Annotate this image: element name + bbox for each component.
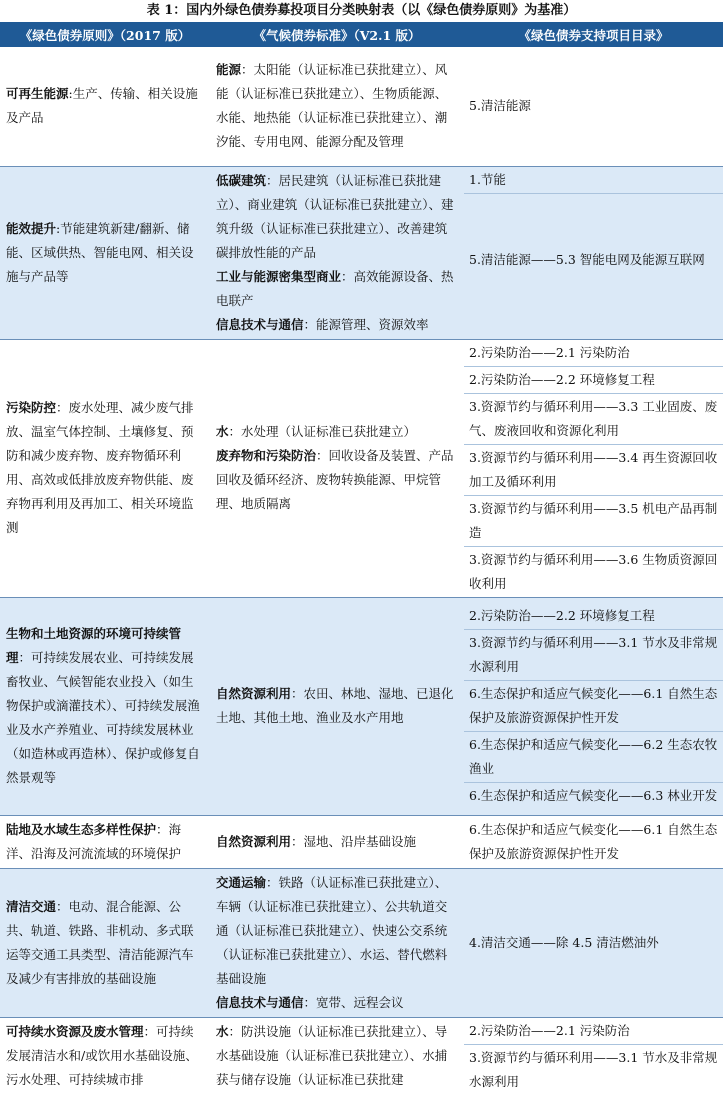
mapping-table	[0, 22, 723, 1095]
table-row	[0, 339, 723, 597]
catalogue-item: 4.清洁交通——除 4.5 清洁燃油外	[469, 934, 659, 950]
gbp-category-cell	[0, 868, 210, 1017]
catalogue-item: 5.清洁能源	[469, 98, 531, 114]
gbp-category-cell	[0, 1017, 210, 1095]
table-caption: 表 1：国内外绿色债券募投项目分类映射表（以《绿色债券原则》为基准）	[146, 3, 577, 18]
catalogue-item: 2.污染防治——2.1 污染防治	[464, 1018, 723, 1045]
header-climate-bonds-standard: 《气候债券标准》（V2.1 版）	[210, 22, 464, 47]
table-header-row	[0, 22, 723, 47]
table-row	[0, 47, 723, 166]
catalogue-item: 2.污染防治——2.2 环境修复工程	[464, 603, 723, 630]
cbs-sector-text: ：宽带、远程会议	[303, 994, 404, 1010]
gbp-category-title: 清洁交通	[6, 898, 57, 914]
cbs-sector-text: ：铁路（认证标准已获批建立）、车辆（认证标准已获批建立）、公共轨道交通（认证标准已获批建立）、快速公交系统（认证标准已获批建立）、水运、替代燃料基础设施	[216, 874, 448, 986]
cbs-category-cell	[210, 166, 464, 339]
gbp-category-text: ：废水处理、减少废气排放、温室气体控制、土壤修复、预防和减少废弃物、废弃物循环利用、高效或低排放废弃物供能、废弃物再利用及再加工、相关环境监测	[6, 400, 194, 535]
cbs-sector-text: ：湿地、沿岸基础设施	[291, 833, 417, 849]
catalogue-item: 3.资源节约与循环利用——3.1 节水及非常规水源利用	[469, 1049, 718, 1089]
cbs-sector-title: 信息技术与通信	[216, 994, 304, 1010]
cbs-sector-title: 废弃物和污染防治	[216, 448, 317, 463]
gbp-category-text: ：可持续发展农业、可持续发展畜牧业、气候智能农业投入（如生物保护或滴灌技术）、可持续发展渔业及水产养殖业、可持续发展林业（如造林或再造林）、保护或修复自然景观等	[6, 650, 200, 785]
cbs-sector-text: ：防洪设施（认证标准已获批建立）、导水基础设施（认证标准已获批建立）、水捕获与储存设施（认证标准已获批建	[216, 1023, 448, 1087]
gbp-category-title: 能效提升	[6, 220, 57, 236]
catalogue-item: 6.生态保护和适应气候变化——6.3 林业开发	[469, 788, 718, 803]
cbs-category-cell	[210, 339, 464, 597]
header-green-bond-principles: 《绿色债券原则》（2017 版）	[0, 22, 210, 47]
cbs-sector-title: 信息技术与通信	[216, 316, 304, 332]
cbs-sector-text: ：能源管理、资源效率	[303, 316, 429, 332]
cbs-sector-text: ：居民建筑（认证标准已获批建立）、商业建筑（认证标准已获批建立）、建筑升级（认证标准已获批建立）、改善建筑碳排放性能的产品	[216, 172, 454, 260]
cbs-sector-text: ：太阳能（认证标准已获批建立）、风能（认证标准已获批建立）、生物质能源、水能、地热能（认证标准已获批建立）、潮汐能、专用电网、能源分配及管理	[216, 62, 448, 150]
cbs-category-cell	[210, 597, 464, 815]
catalogue-item: 2.污染防治——2.2 环境修复工程	[464, 367, 723, 394]
gbp-category-cell	[0, 339, 210, 597]
catalogue-item: 1.节能	[464, 167, 723, 194]
catalogue-item: 3.资源节约与循环利用——3.5 机电产品再制造	[464, 496, 723, 547]
cbs-sector-title: 交通运输	[216, 874, 267, 890]
table-row	[0, 166, 723, 339]
catalogue-cell	[464, 166, 723, 339]
gbp-category-title: 陆地及水域生态多样性保护	[6, 821, 157, 837]
gbp-category-text: ：可持续发展清洁水和/或饮用水基础设施、污水处理、可持续城市排	[6, 1023, 198, 1087]
table-row	[0, 868, 723, 1017]
catalogue-item: 6.生态保护和适应气候变化——6.1 自然生态保护及旅游资源保护性开发	[469, 821, 718, 861]
catalogue-item: 3.资源节约与循环利用——3.6 生物质资源回收利用	[469, 551, 718, 591]
gbp-category-title: 可持续水资源及废水管理	[6, 1023, 144, 1039]
header-green-bond-catalogue: 《绿色债券支持项目目录》	[464, 22, 723, 47]
catalogue-item: 3.资源节约与循环利用——3.4 再生资源回收加工及循环利用	[464, 445, 723, 496]
cbs-category-cell	[210, 868, 464, 1017]
catalogue-item: 6.生态保护和适应气候变化——6.2 生态农牧渔业	[464, 732, 723, 783]
cbs-sector-title: 水	[216, 1023, 229, 1039]
gbp-category-cell	[0, 815, 210, 868]
catalogue-cell	[464, 815, 723, 868]
cbs-category-cell	[210, 1017, 464, 1095]
cbs-sector-text: ：回收设备及装置、产品回收及循环经济、废物转换能源、甲烷管理、地质隔离	[216, 448, 454, 511]
catalogue-item: 5.清洁能源——5.3 智能电网及能源互联网	[469, 251, 705, 267]
catalogue-cell	[464, 597, 723, 815]
cbs-category-cell	[210, 47, 464, 166]
table-row	[0, 1017, 723, 1095]
catalogue-item: 3.资源节约与循环利用——3.3 工业固废、废气、废液回收和资源化利用	[464, 394, 723, 445]
catalogue-cell	[464, 47, 723, 166]
gbp-category-text: ：海洋、沿海及河流流域的环境保护	[6, 821, 182, 861]
cbs-sector-text: ：水处理（认证标准已获批建立）	[228, 424, 417, 439]
cbs-sector-title: 工业与能源密集型商业	[216, 268, 342, 284]
cbs-sector-title: 水	[216, 424, 229, 439]
cbs-sector-title: 自然资源利用	[216, 686, 292, 701]
gbp-category-text: :节能建筑新建/翻新、储能、区域供热、智能电网、相关设施与产品等	[6, 220, 194, 284]
table-row	[0, 815, 723, 868]
catalogue-item: 3.资源节约与循环利用——3.1 节水及非常规水源利用	[464, 630, 723, 681]
cbs-sector-text: ：农田、林地、湿地、已退化土地、其他土地、渔业及水产用地	[216, 686, 454, 725]
gbp-category-title: 可再生能源	[6, 86, 69, 102]
catalogue-cell	[464, 868, 723, 1017]
cbs-sector-title: 能源	[216, 62, 242, 78]
gbp-category-text: ：电动、混合能源、公共、轨道、铁路、非机动、多式联运等交通工具类型、清洁能源汽车及减少有害排放的基础设施	[6, 898, 194, 986]
catalogue-cell	[464, 339, 723, 597]
gbp-category-title: 污染防控	[6, 400, 57, 415]
catalogue-cell	[464, 1017, 723, 1095]
catalogue-item: 6.生态保护和适应气候变化——6.1 自然生态保护及旅游资源保护性开发	[464, 681, 723, 732]
table-row	[0, 597, 723, 815]
cbs-sector-text: ：高效能源设备、热电联产	[216, 268, 454, 308]
catalogue-item: 2.污染防治——2.1 污染防治	[464, 340, 723, 367]
cbs-sector-title: 自然资源利用	[216, 833, 292, 849]
cbs-sector-title: 低碳建筑	[216, 172, 267, 188]
gbp-category-cell	[0, 166, 210, 339]
cbs-category-cell	[210, 815, 464, 868]
gbp-category-title: 生物和土地资源的环境可持续管理	[6, 626, 182, 665]
gbp-category-cell	[0, 47, 210, 166]
gbp-category-cell	[0, 597, 210, 815]
gbp-category-text: :生产、传输、相关设施及产品	[6, 86, 198, 126]
